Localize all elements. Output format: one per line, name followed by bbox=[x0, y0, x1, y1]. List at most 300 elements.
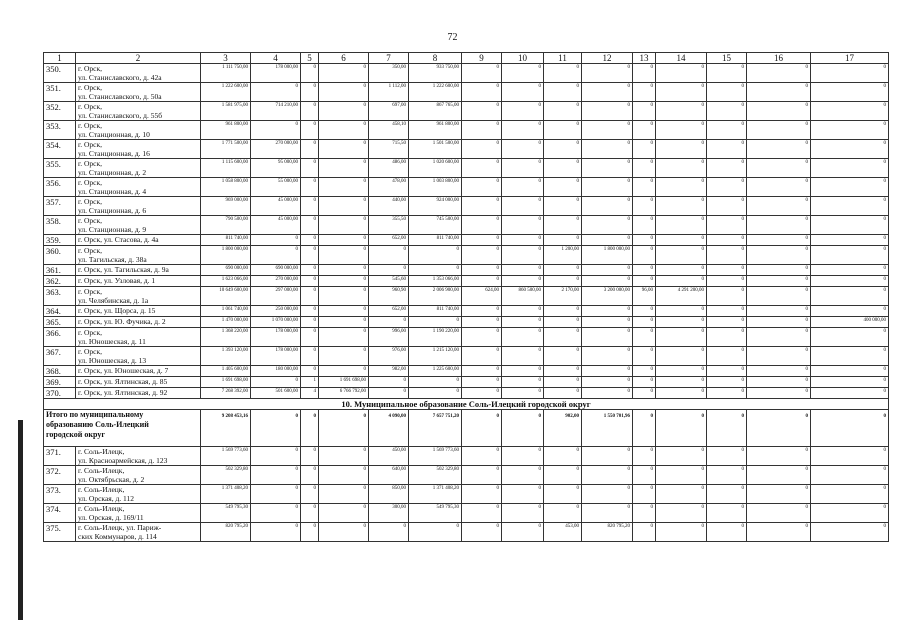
address-line: ул. Станционная, д. 4 bbox=[78, 187, 147, 196]
value-cell: 0 bbox=[319, 447, 369, 466]
value-cell: 0 bbox=[707, 377, 747, 388]
value-cell: 0 bbox=[707, 64, 747, 83]
address-line: г. Орск, bbox=[78, 216, 102, 225]
address-cell bbox=[76, 178, 201, 197]
value-cell: 0 bbox=[251, 466, 301, 485]
value-cell: 450,00 bbox=[369, 447, 409, 466]
value-cell: 0 bbox=[502, 265, 544, 276]
value-cell: 0 bbox=[319, 216, 369, 235]
value-cell: 0 bbox=[251, 83, 301, 102]
value-cell: 0 bbox=[301, 306, 319, 317]
value-cell: 545,60 bbox=[369, 276, 409, 287]
municipal-total-row bbox=[44, 410, 889, 447]
total-cell: 7 657 751,20 bbox=[409, 410, 462, 447]
value-cell: 0 bbox=[747, 504, 811, 523]
section-header-row bbox=[44, 399, 889, 410]
address-line: ул. Тагильская, д. 38а bbox=[78, 255, 147, 264]
value-cell: 0 bbox=[656, 306, 707, 317]
value-cell: 652,00 bbox=[369, 306, 409, 317]
value-cell: 0 bbox=[747, 347, 811, 366]
value-cell: 0 bbox=[707, 140, 747, 159]
value-cell: 0 bbox=[707, 328, 747, 347]
value-cell: 0 bbox=[502, 159, 544, 178]
value-cell: 0 bbox=[707, 306, 747, 317]
value-cell: 933 750,00 bbox=[409, 64, 462, 83]
value-cell: 0 bbox=[369, 523, 409, 542]
value-cell: 1 061 740,00 bbox=[201, 306, 251, 317]
value-cell: 1 190 220,00 bbox=[409, 328, 462, 347]
value-cell: 0 bbox=[544, 366, 582, 377]
value-cell: 0 bbox=[502, 504, 544, 523]
value-cell: 0 bbox=[502, 388, 544, 399]
value-cell: 0 bbox=[544, 121, 582, 140]
value-cell: 0 bbox=[462, 83, 502, 102]
value-cell: 1 771 500,00 bbox=[201, 140, 251, 159]
value-cell: 0 bbox=[251, 235, 301, 246]
value-cell: 0 bbox=[656, 388, 707, 399]
value-cell: 0 bbox=[301, 178, 319, 197]
row-number: 364. bbox=[44, 306, 76, 317]
value-cell: 0 bbox=[811, 366, 889, 377]
table-row bbox=[44, 317, 889, 328]
value-cell: 652,00 bbox=[369, 235, 409, 246]
address-line: г. Орск, ул. Щорса, д. 15 bbox=[78, 306, 156, 315]
value-cell: 1 200,00 bbox=[544, 246, 582, 265]
value-cell: 1 800 000,00 bbox=[201, 246, 251, 265]
value-cell: 0 bbox=[811, 447, 889, 466]
value-cell: 0 bbox=[301, 466, 319, 485]
value-cell: 0 bbox=[319, 159, 369, 178]
value-cell: 45 000,00 bbox=[251, 197, 301, 216]
value-cell: 0 bbox=[544, 216, 582, 235]
value-cell: 180 000,00 bbox=[251, 366, 301, 377]
value-cell: 0 bbox=[811, 121, 889, 140]
value-cell: 0 bbox=[502, 523, 544, 542]
rows-sol-iletsk bbox=[44, 447, 889, 542]
value-cell: 0 bbox=[811, 246, 889, 265]
address-line: г. Орск, bbox=[78, 64, 102, 73]
address-cell bbox=[76, 347, 201, 366]
value-cell: 0 bbox=[811, 287, 889, 306]
row-number: 363. bbox=[44, 287, 76, 306]
value-cell: 0 bbox=[301, 121, 319, 140]
row-number: 352. bbox=[44, 102, 76, 121]
value-cell: 0 bbox=[811, 306, 889, 317]
value-cell: 0 bbox=[656, 64, 707, 83]
row-number: 365. bbox=[44, 317, 76, 328]
address-line: ул. Челябинская, д. 1а bbox=[78, 296, 149, 305]
value-cell: 811 740,00 bbox=[201, 235, 251, 246]
value-cell: 1 569 773,60 bbox=[409, 447, 462, 466]
value-cell: 0 bbox=[633, 140, 656, 159]
value-cell: 0 bbox=[502, 83, 544, 102]
value-cell: 0 bbox=[811, 216, 889, 235]
value-cell: 0 bbox=[301, 328, 319, 347]
value-cell: 0 bbox=[301, 235, 319, 246]
address-cell bbox=[76, 64, 201, 83]
value-cell: 0 bbox=[707, 197, 747, 216]
value-cell: 0 bbox=[656, 140, 707, 159]
value-cell: 0 bbox=[502, 447, 544, 466]
value-cell: 0 bbox=[502, 377, 544, 388]
address-line: ул. Станционная, д. 10 bbox=[78, 130, 150, 139]
value-cell: 0 bbox=[462, 306, 502, 317]
value-cell: 0 bbox=[251, 447, 301, 466]
row-number: 353. bbox=[44, 121, 76, 140]
value-cell: 478,00 bbox=[369, 178, 409, 197]
address-line: ул. Станиславского, д. 55б bbox=[78, 111, 163, 120]
address-line: г. Орск, ул. Ялтинская, д. 92 bbox=[78, 388, 168, 397]
address-line: г. Орск, ул. Стасова, д. 4а bbox=[78, 235, 159, 244]
address-cell bbox=[76, 102, 201, 121]
value-cell: 0 bbox=[319, 197, 369, 216]
address-line: ул. Юношеская, д. 11 bbox=[78, 337, 146, 346]
value-cell: 0 bbox=[462, 216, 502, 235]
value-cell: 0 bbox=[502, 102, 544, 121]
value-cell: 0 bbox=[369, 246, 409, 265]
address-line: г. Орск, bbox=[78, 178, 102, 187]
value-cell: 0 bbox=[633, 159, 656, 178]
value-cell: 55 000,00 bbox=[251, 178, 301, 197]
value-cell: 502 329,80 bbox=[409, 466, 462, 485]
value-cell: 0 bbox=[747, 159, 811, 178]
value-cell: 45 000,00 bbox=[251, 216, 301, 235]
address-line: г. Соль-Илецк, bbox=[78, 485, 125, 494]
value-cell: 0 bbox=[633, 447, 656, 466]
value-cell: 0 bbox=[301, 347, 319, 366]
address-line: г. Орск, bbox=[78, 287, 102, 296]
address-cell bbox=[76, 366, 201, 377]
value-cell: 0 bbox=[656, 246, 707, 265]
row-number: 350. bbox=[44, 64, 76, 83]
row-number: 355. bbox=[44, 159, 76, 178]
value-cell: 0 bbox=[707, 485, 747, 504]
address-line: г. Орск, bbox=[78, 347, 102, 356]
address-line: ул. Красноармейская, д. 123 bbox=[78, 456, 168, 465]
value-cell: 0 bbox=[707, 83, 747, 102]
value-cell: 0 bbox=[544, 178, 582, 197]
value-cell: 0 bbox=[656, 197, 707, 216]
value-cell: 0 bbox=[502, 466, 544, 485]
address-cell bbox=[76, 197, 201, 216]
value-cell: 0 bbox=[409, 388, 462, 399]
address-cell bbox=[76, 377, 201, 388]
column-number: 17 bbox=[811, 53, 889, 64]
value-cell: 0 bbox=[633, 64, 656, 83]
value-cell: 0 bbox=[544, 265, 582, 276]
value-cell: 178 000,00 bbox=[251, 347, 301, 366]
address-line: г. Орск, ул. Узловая, д. 1 bbox=[78, 276, 156, 285]
address-line: ул. Станционная, д. 9 bbox=[78, 225, 147, 234]
value-cell: 0 bbox=[319, 466, 369, 485]
total-cell: 4 090,00 bbox=[369, 410, 409, 447]
value-cell: 976,00 bbox=[369, 347, 409, 366]
value-cell: 0 bbox=[656, 504, 707, 523]
value-cell: 715,50 bbox=[369, 140, 409, 159]
value-cell: 0 bbox=[747, 447, 811, 466]
value-cell: 0 bbox=[747, 523, 811, 542]
address-line: г. Орск, bbox=[78, 83, 102, 92]
row-number: 373. bbox=[44, 485, 76, 504]
value-cell: 0 bbox=[502, 306, 544, 317]
column-number: 2 bbox=[76, 53, 201, 64]
value-cell: 924 000,00 bbox=[409, 197, 462, 216]
address-cell bbox=[76, 235, 201, 246]
value-cell: 0 bbox=[544, 140, 582, 159]
value-cell: 0 bbox=[462, 197, 502, 216]
value-cell: 0 bbox=[811, 276, 889, 287]
address-cell bbox=[76, 287, 201, 306]
value-cell: 996,00 bbox=[369, 328, 409, 347]
value-cell: 0 bbox=[707, 276, 747, 287]
value-cell: 0 bbox=[811, 64, 889, 83]
value-cell: 0 bbox=[707, 317, 747, 328]
value-cell: 0 bbox=[582, 377, 633, 388]
table-row bbox=[44, 466, 889, 485]
value-cell: 0 bbox=[462, 485, 502, 504]
value-cell: 0 bbox=[462, 447, 502, 466]
address-cell bbox=[76, 83, 201, 102]
value-cell: 0 bbox=[502, 197, 544, 216]
value-cell: 0 bbox=[707, 504, 747, 523]
table-row bbox=[44, 159, 889, 178]
value-cell: 0 bbox=[707, 366, 747, 377]
value-cell: 0 bbox=[462, 102, 502, 121]
value-cell: 0 bbox=[462, 504, 502, 523]
value-cell: 0 bbox=[582, 276, 633, 287]
value-cell: 0 bbox=[707, 388, 747, 399]
address-cell bbox=[76, 265, 201, 276]
value-cell: 0 bbox=[747, 276, 811, 287]
value-cell: 0 bbox=[319, 265, 369, 276]
value-cell: 0 bbox=[462, 265, 502, 276]
value-cell: 0 bbox=[707, 121, 747, 140]
row-number: 362. bbox=[44, 276, 76, 287]
total-label-line: образованию Соль-Илецкий bbox=[46, 420, 149, 429]
value-cell: 0 bbox=[747, 235, 811, 246]
address-cell bbox=[76, 504, 201, 523]
value-cell: 961 800,00 bbox=[201, 121, 251, 140]
value-cell: 640,00 bbox=[369, 466, 409, 485]
value-cell: 1 371 408,20 bbox=[409, 485, 462, 504]
row-number: 360. bbox=[44, 246, 76, 265]
row-number: 371. bbox=[44, 447, 76, 466]
address-cell bbox=[76, 466, 201, 485]
value-cell: 0 bbox=[747, 265, 811, 276]
value-cell: 0 bbox=[301, 265, 319, 276]
value-cell: 0 bbox=[633, 197, 656, 216]
value-cell: 0 bbox=[582, 64, 633, 83]
row-number: 359. bbox=[44, 235, 76, 246]
value-cell: 0 bbox=[747, 466, 811, 485]
value-cell: 0 bbox=[707, 159, 747, 178]
total-cell: 0 bbox=[747, 410, 811, 447]
value-cell: 0 bbox=[544, 466, 582, 485]
value-cell: 0 bbox=[811, 377, 889, 388]
value-cell: 850,00 bbox=[369, 485, 409, 504]
table-row bbox=[44, 347, 889, 366]
table-row bbox=[44, 121, 889, 140]
table-row bbox=[44, 265, 889, 276]
value-cell: 0 bbox=[582, 485, 633, 504]
value-cell: 0 bbox=[633, 178, 656, 197]
value-cell: 0 bbox=[633, 306, 656, 317]
value-cell: 1 800 000,00 bbox=[582, 246, 633, 265]
row-number: 375. bbox=[44, 523, 76, 542]
value-cell: 1 371 408,20 bbox=[201, 485, 251, 504]
value-cell: 549 795,30 bbox=[409, 504, 462, 523]
value-cell: 0 bbox=[502, 347, 544, 366]
address-line: ул. Станиславского, д. 50а bbox=[78, 92, 162, 101]
value-cell: 867 765,00 bbox=[409, 102, 462, 121]
value-cell: 0 bbox=[251, 377, 301, 388]
value-cell: 1 070 000,00 bbox=[251, 317, 301, 328]
value-cell: 0 bbox=[502, 235, 544, 246]
address-cell bbox=[76, 159, 201, 178]
value-cell: 0 bbox=[301, 276, 319, 287]
value-cell: 0 bbox=[319, 102, 369, 121]
value-cell: 95 000,00 bbox=[251, 159, 301, 178]
total-label-line: Итого по муниципальному bbox=[46, 410, 144, 419]
address-line: ул. Юношеская, д. 13 bbox=[78, 356, 147, 365]
column-number: 9 bbox=[462, 53, 502, 64]
value-cell: 3 200 000,00 bbox=[582, 287, 633, 306]
value-cell: 10 649 600,00 bbox=[201, 287, 251, 306]
value-cell: 0 bbox=[301, 485, 319, 504]
value-cell: 0 bbox=[811, 178, 889, 197]
value-cell: 0 bbox=[319, 235, 369, 246]
value-cell: 0 bbox=[319, 347, 369, 366]
value-cell: 0 bbox=[811, 466, 889, 485]
address-line: г. Орск, ул. Ялтинская, д. 85 bbox=[78, 377, 168, 386]
value-cell: 0 bbox=[409, 246, 462, 265]
value-cell: 0 bbox=[582, 347, 633, 366]
value-cell: 0 bbox=[319, 328, 369, 347]
value-cell: 0 bbox=[747, 83, 811, 102]
table-row bbox=[44, 328, 889, 347]
value-cell: 0 bbox=[462, 388, 502, 399]
value-cell: 440,00 bbox=[369, 197, 409, 216]
value-cell: 486,00 bbox=[369, 159, 409, 178]
value-cell: 0 bbox=[656, 265, 707, 276]
address-line: г. Орск, bbox=[78, 159, 102, 168]
value-cell: 1 003 800,00 bbox=[409, 178, 462, 197]
value-cell: 0 bbox=[633, 366, 656, 377]
value-cell: 0 bbox=[502, 64, 544, 83]
value-cell: 0 bbox=[582, 388, 633, 399]
column-number: 3 bbox=[201, 53, 251, 64]
row-number: 358. bbox=[44, 216, 76, 235]
value-cell: 2 006 900,00 bbox=[409, 287, 462, 306]
value-cell: 0 bbox=[462, 377, 502, 388]
value-cell: 1 581 975,00 bbox=[201, 102, 251, 121]
value-cell: 0 bbox=[319, 504, 369, 523]
value-cell: 0 bbox=[582, 306, 633, 317]
value-cell: 0 bbox=[656, 347, 707, 366]
value-cell: 0 bbox=[633, 466, 656, 485]
value-cell: 453,00 bbox=[544, 523, 582, 542]
value-cell: 0 bbox=[502, 121, 544, 140]
value-cell: 0 bbox=[656, 317, 707, 328]
value-cell: 0 bbox=[544, 306, 582, 317]
value-cell: 0 bbox=[319, 317, 369, 328]
value-cell: 0 bbox=[582, 235, 633, 246]
value-cell: 0 bbox=[544, 64, 582, 83]
value-cell: 0 bbox=[811, 102, 889, 121]
address-line: ул. Орская, д. 112 bbox=[78, 494, 135, 503]
value-cell: 0 bbox=[502, 485, 544, 504]
value-cell: 0 bbox=[301, 317, 319, 328]
value-cell: 0 bbox=[319, 140, 369, 159]
table-row bbox=[44, 197, 889, 216]
column-number: 13 bbox=[633, 53, 656, 64]
value-cell: 0 bbox=[707, 246, 747, 265]
value-cell: 0 bbox=[707, 265, 747, 276]
row-number: 354. bbox=[44, 140, 76, 159]
address-line: ул. Октябрьская, д. 2 bbox=[78, 475, 145, 484]
value-cell: 270 000,00 bbox=[251, 140, 301, 159]
address-cell bbox=[76, 328, 201, 347]
value-cell: 0 bbox=[747, 102, 811, 121]
address-line: г. Орск, bbox=[78, 140, 102, 149]
value-cell: 7 268 392,00 bbox=[201, 388, 251, 399]
address-line: г. Соль-Илецк, bbox=[78, 447, 125, 456]
value-cell: 0 bbox=[811, 265, 889, 276]
value-cell: 0 bbox=[462, 235, 502, 246]
address-cell bbox=[76, 523, 201, 542]
value-cell: 0 bbox=[707, 347, 747, 366]
value-cell: 0 bbox=[633, 265, 656, 276]
value-cell: 4 291 200,00 bbox=[656, 287, 707, 306]
value-cell: 0 bbox=[319, 306, 369, 317]
value-cell: 0 bbox=[707, 102, 747, 121]
value-cell: 0 bbox=[462, 140, 502, 159]
value-cell: 0 bbox=[369, 265, 409, 276]
value-cell: 0 bbox=[462, 466, 502, 485]
column-number: 8 bbox=[409, 53, 462, 64]
value-cell: 1 115 600,00 bbox=[201, 159, 251, 178]
total-cell: 0 bbox=[251, 410, 301, 447]
value-cell: 0 bbox=[656, 523, 707, 542]
value-cell: 0 bbox=[656, 216, 707, 235]
value-cell: 0 bbox=[747, 485, 811, 504]
row-number: 374. bbox=[44, 504, 76, 523]
table-row bbox=[44, 102, 889, 121]
value-cell: 690 000,00 bbox=[201, 265, 251, 276]
value-cell: 0 bbox=[369, 377, 409, 388]
value-cell: 178 000,00 bbox=[251, 64, 301, 83]
value-cell: 501 600,00 bbox=[251, 388, 301, 399]
table-row bbox=[44, 306, 889, 317]
table-row bbox=[44, 64, 889, 83]
table-row bbox=[44, 377, 889, 388]
value-cell: 0 bbox=[633, 216, 656, 235]
value-cell: 1 222 600,00 bbox=[409, 83, 462, 102]
value-cell: 0 bbox=[502, 178, 544, 197]
address-cell bbox=[76, 140, 201, 159]
value-cell: 1 368 220,00 bbox=[201, 328, 251, 347]
address-line: ул. Станционная, д. 2 bbox=[78, 168, 147, 177]
column-number: 16 bbox=[747, 53, 811, 64]
address-cell bbox=[76, 485, 201, 504]
value-cell: 458,10 bbox=[369, 121, 409, 140]
value-cell: 0 bbox=[656, 178, 707, 197]
value-cell: 0 bbox=[811, 328, 889, 347]
value-cell: 0 bbox=[502, 328, 544, 347]
value-cell: 0 bbox=[707, 447, 747, 466]
value-cell: 0 bbox=[656, 159, 707, 178]
table-row bbox=[44, 216, 889, 235]
